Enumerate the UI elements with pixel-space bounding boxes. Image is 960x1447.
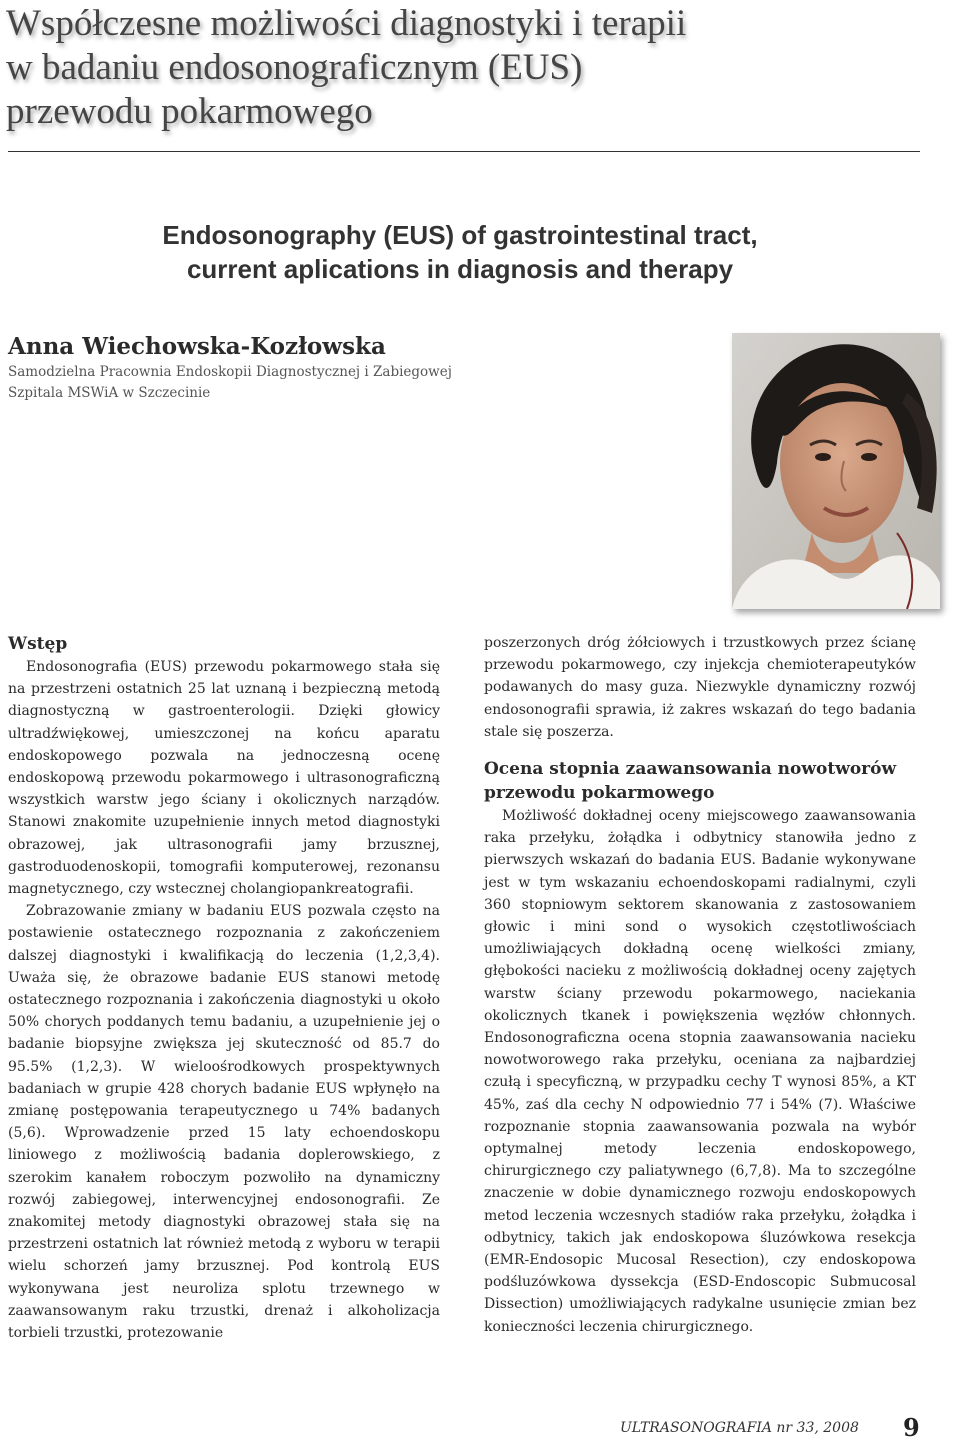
section-heading-staging: Ocena stopnia zaawansowania nowotworów przewodu pokarmowego [484,759,897,804]
english-title [140,218,780,286]
title-line: w badaniu endosonograficznym (EUS) [6,47,583,88]
paragraph: Endosonografia (EUS) przewodu pokarmowego stała się na przestrzeni ostatnich 25 lat uznaną i bezpieczną metodą diagnostyczną w gastroenterologii. Dzięki głowicy ultradźwiękowej, umieszczonej na końcu aparatu endoskopowego pozwala na jednoczesną ocenę endoskopową przewodu pokarmowego i ultrasonograficzną wszystkich warstw jego ściany i okolicznych narządów. Stanowi znakomite uzupełnienie innych metod diagnostyki obrazowej, jak ultrasonografii jamy brzusznej, gastroduodenoskopii, tomografii komputerowej, rezonansu magnetycznego, czy wstecznej cholangiopankreatografii. [8,659,440,898]
affiliation-line: Samodzielna Pracownia Endoskopii Diagnostycznej i Zabiegowej [8,364,452,380]
title-line: przewodu pokarmowego [6,91,373,132]
right-column [484,632,916,1338]
author-portrait-image [732,333,940,609]
section-heading-intro: Wstęp [8,634,68,654]
title-divider [8,151,920,152]
title-line: Współczesne możliwości diagnostyki i terapii [6,3,687,44]
paragraph: poszerzonych dróg żółciowych i trzustkowych przez ścianę przewodu pokarmowego, czy injekcja chemioterapeutyków podawanych do masy guza. Niezwykle dynamiczny rozwój endosonografii sprawia, iż zakres wskazań do tego badania stale się poszerza. [484,635,916,740]
author-photo [732,333,940,609]
article-title [6,2,906,134]
left-column [8,632,440,1344]
page-number: 9 [903,1413,920,1442]
journal-footer: ULTRASONOGRAFIA nr 33, 2008 [620,1420,859,1436]
author-name: Anna Wiechowska-Kozłowska [8,333,386,360]
affiliation-line: Szpitala MSWiA w Szczecinie [8,385,211,401]
author-affiliation [8,362,708,404]
english-title-line: Endosonography (EUS) of gastrointestinal tract, [162,220,758,250]
paragraph: Zobrazowanie zmiany w badaniu EUS pozwala często na postawienie ostatecznego rozpoznania z zakończeniem dalszej diagnostyki i kwalifikacją do leczenia (1,2,3,4). Uważa się, że obrazowe badanie EUS stanowi metodę ostatecznego rozpoznania i zakończenia diagnostyki u około 50% chorych poddanych temu badaniu, a uzupełnienie jej o badanie biopsyjne zwiększa jej skuteczność od 85.7 do 95.5% (1,2,3). W wieloośrodkowych prospektywnych badaniach w grupie 428 chorych badanie EUS wpłynęło na zmianę postępowania terapeutycznego u 74% badanych (5,6). Wprowadzenie przed 15 laty echoendoskopu liniowego z możliwością badania doplerowskiego, z szerokim kanałem roboczym pozwoliło na dynamiczny rozwój zabiegowej, interwencyjnej endosonografii. Ze znakomitej metody diagnostyki obrazowej stała się na przestrzeni ostatnich lat również metodą z wyboru w terapii wielu schorzeń jamy brzusznej. Pod kontrolą EUS wykonywana jest neuroliza splotu trzewnego w zaawansowanym raku trzustki, drenaż i alkoholizacja torbieli trzustki, protezowanie [8,903,440,1342]
paragraph: Możliwość dokładnej oceny miejscowego zaawansowania raka przełyku, żołądka i odbytnicy stanowiła jedno z pierwszych wskazań do badania EUS. Badanie wykonywane jest w tym wskazaniu echoendoskopami radialnymi, czyli 360 stopniowym sektorem skanowania z zastosowaniem głowic i mini sond o wysokich częstotliwościach umożliwiających dokładną ocenę wielkości zmiany, głębokości nacieku z możliwością dokładnej oceny zajętych warstw ściany przewodu pokarmowego, naciekania okolicznych tkanek i powiększenia węzłów chłonnych. Endosonograficzna ocena stopnia zaawansowania nacieku nowotworowego raka przełyku, oceniana za najbardziej czułą i specyficzną, w przypadku cechy T wynosi 85%, a KT 45%, zaś dla cechy N odpowiednio 77 i 54% (7). Właściwe rozpoznanie stopnia zaawansowania pozwala na wybór optymalnej metody leczenia endoskopowego, chirurgicznego czy paliatywnego (6,7,8). Ma to szczególne znaczenie w dobie dynamicznego rozwoju endoskopowych metod leczenia wczesnych stadiów raka przełyku, żołądka i odbytnicy, takich jak endoskopowa śluzówkowa resekcja (EMR-Endosopic Mucosal Resection), czy endoskopowa podśluzówkowa dyssekcja (ESD-Endoscopic Submucosal Dissection) umożliwiających radykalne usunięcie zmian bez konieczności leczenia chirurgicznego. [484,808,916,1335]
english-title-line: current aplications in diagnosis and therapy [186,254,734,284]
